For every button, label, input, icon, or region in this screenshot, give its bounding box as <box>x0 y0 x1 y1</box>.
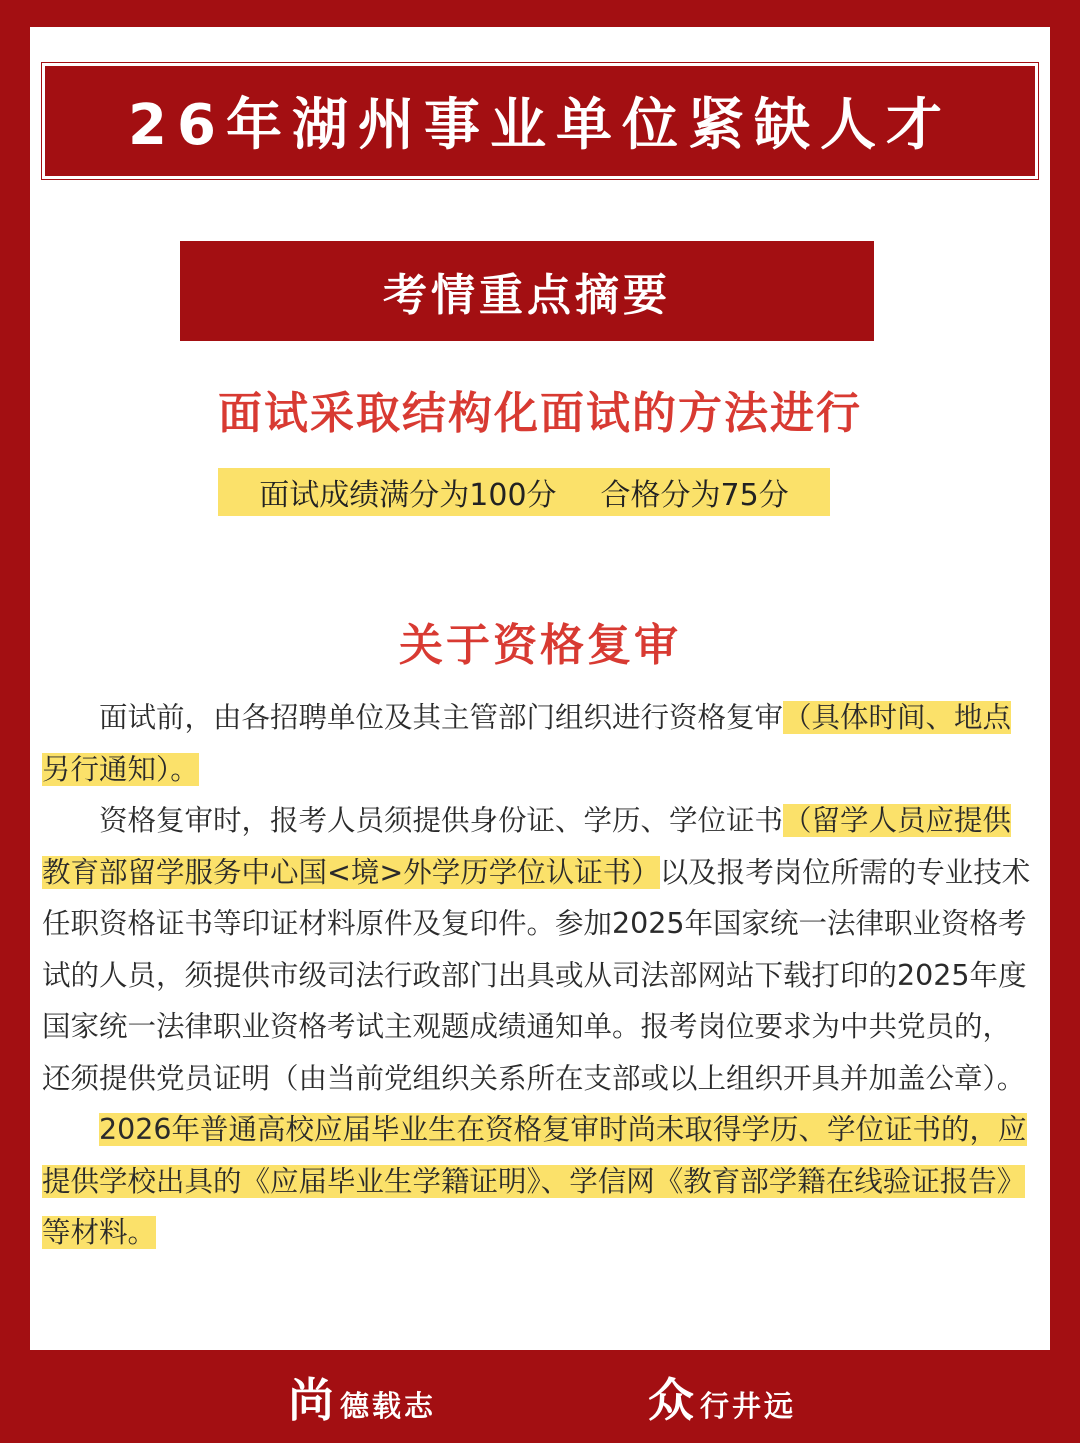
p1-highlight: （具体时间、地点另行通知）。 <box>42 701 1012 786</box>
p2-highlight: （留学人员应提供教育部留学服务中心国<境>外学历学位认证书） <box>42 804 1012 889</box>
footer-brand-left <box>288 1374 436 1426</box>
footer-right-text: 行井远 <box>700 1389 797 1423</box>
paragraph-1 <box>42 692 1032 795</box>
footer-left-text: 德载志 <box>340 1389 437 1423</box>
body-text <box>42 692 1032 1259</box>
pass-score-text: 合格分为75分 <box>600 478 789 513</box>
p2-text-a: 资格复审时，报考人员须提供身份证、学历、学位证书 <box>99 804 784 837</box>
full-score-text: 面试成绩满分为100分 <box>259 478 557 513</box>
p3-highlight: 2026年普通高校应届毕业生在资格复审时尚未取得学历、学位证书的，应提供学校出具的《应届毕业生学籍证明》、学信网《教育部学籍在线验证报告》等材料。 <box>42 1113 1027 1249</box>
paragraph-3 <box>42 1104 1032 1259</box>
title-banner <box>42 63 1038 179</box>
footer-left-logo-char: 尚 <box>288 1373 334 1427</box>
section-title: 关于资格复审 <box>399 620 681 671</box>
content-card <box>30 27 1050 1350</box>
footer <box>0 1360 1080 1443</box>
interview-method-heading: 面试采取结构化面试的方法进行 <box>218 388 862 439</box>
subtitle: 考情重点摘要 <box>383 270 671 321</box>
footer-right-logo-char: 众 <box>648 1373 694 1427</box>
paragraph-2 <box>42 795 1032 1104</box>
footer-brand-right <box>648 1374 796 1426</box>
score-highlight <box>218 468 830 516</box>
p1-text: 面试前，由各招聘单位及其主管部门组织进行资格复审 <box>99 701 784 734</box>
subtitle-banner <box>180 241 874 341</box>
p2-text-b: 以及报考岗位所需的专业技术任职资格证书等印证材料原件及复印件。参加2025年国家统一法律职业资格考试的人员，须提供市级司法行政部门出具或从司法部网站下载打印的2025年度国家统一法律职业资格考试主观题成绩通知单。报考岗位要求为中共党员的，还须提供党员证明（由当前党组织关系所在支部或以上组织开具并加盖公章）。 <box>42 855 1031 1095</box>
page-title: 26年湖州事业单位紧缺人才 <box>128 93 952 158</box>
